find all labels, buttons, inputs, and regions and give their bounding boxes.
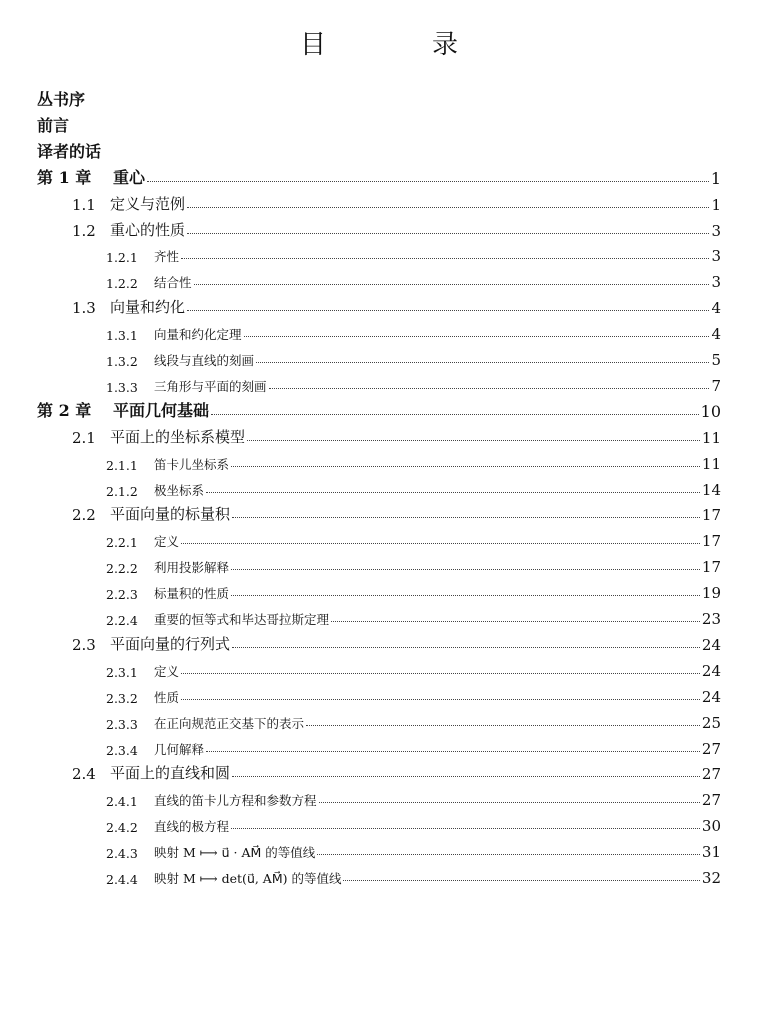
toc-entry-title: 齐性 <box>154 249 180 265</box>
toc-entry-page: 27 <box>701 765 721 784</box>
toc-leader-dots <box>206 751 700 752</box>
toc-entry-title: 向量和约化 <box>110 298 186 317</box>
toc-leader-dots <box>194 284 710 285</box>
toc-entry[interactable] <box>0 241 758 265</box>
toc-entry-title: 定义与范例 <box>110 194 186 213</box>
toc-entry-page: 27 <box>701 739 721 758</box>
toc-entry-page: 17 <box>701 532 721 551</box>
toc-entry-page: 3 <box>711 221 721 240</box>
toc-entry[interactable] <box>0 656 758 680</box>
toc-entry[interactable] <box>0 164 758 188</box>
toc-entry-page: 11 <box>701 454 721 473</box>
toc-entry-title: 定义 <box>154 663 180 679</box>
toc-entry-title: 映射 M ⟼ det(u⃗, AM⃗) 的等值线 <box>154 871 342 886</box>
toc-entry[interactable] <box>0 475 758 499</box>
toc-entry-number: 2.1 <box>72 428 96 447</box>
toc-entry-title: 直线的笛卡儿方程和参数方程 <box>154 793 317 809</box>
toc-leader-dots <box>181 543 700 544</box>
toc-entry[interactable] <box>0 837 758 861</box>
toc-entry[interactable] <box>0 449 758 473</box>
toc-entry-number: 1.2.1 <box>106 250 138 266</box>
toc-leader-dots <box>232 776 700 777</box>
toc-entry-page: 24 <box>701 635 721 654</box>
toc-entry[interactable] <box>0 371 758 395</box>
toc-leader-dots <box>317 854 700 855</box>
toc-entry-title: 重心 <box>113 167 146 187</box>
toc-entry-page: 24 <box>701 661 721 680</box>
toc-entry[interactable] <box>0 500 758 524</box>
toc-leader-dots <box>256 362 709 363</box>
toc-entry-title: 平面向量的标量积 <box>110 505 231 524</box>
toc-entry-title: 丛书序 <box>37 90 86 109</box>
toc-entry[interactable] <box>0 190 758 214</box>
toc-entry-number: 1.2 <box>72 221 96 240</box>
toc-entry-page: 1 <box>711 195 721 214</box>
toc-entry[interactable] <box>0 293 758 317</box>
toc-entry-title: 结合性 <box>154 275 192 291</box>
toc-entry[interactable] <box>0 216 758 240</box>
toc-leader-dots <box>187 233 709 234</box>
toc-entry-number: 2.4 <box>72 765 96 784</box>
toc-entry-number: 2.2.4 <box>106 613 138 628</box>
toc-entry-page: 17 <box>701 558 721 577</box>
toc-entry-title: 三角形与平面的刻画 <box>154 378 267 394</box>
toc-entry-number: 1.3 <box>72 299 96 318</box>
toc-leader-dots <box>206 492 700 493</box>
toc-leader-dots <box>231 466 700 467</box>
toc-leader-dots <box>181 699 700 700</box>
toc-entry-title: 标量积的性质 <box>154 586 230 602</box>
toc-entry-title: 笛卡儿坐标系 <box>154 456 230 472</box>
toc-entry-title: 重心的性质 <box>110 220 186 239</box>
toc-entry[interactable] <box>0 397 758 421</box>
toc-entry-number: 1.3.2 <box>106 354 138 369</box>
toc-entry[interactable] <box>0 552 758 576</box>
toc-entry-page: 5 <box>711 351 721 369</box>
toc-leader-dots <box>231 569 700 570</box>
toc-leader-dots <box>147 181 709 182</box>
toc-entry-title: 前言 <box>37 115 70 135</box>
toc-entry-number: 1.3.1 <box>106 328 138 344</box>
toc-entry[interactable] <box>0 345 758 369</box>
toc-entry-number: 1.3.3 <box>106 379 138 395</box>
toc-entry-page: 10 <box>700 401 721 421</box>
toc-entry-title: 利用投影解释 <box>154 560 230 576</box>
toc-entry-page: 4 <box>711 325 721 344</box>
toc-entry-page: 32 <box>701 869 721 887</box>
toc-entry-number: 2.4.4 <box>106 872 138 887</box>
toc-leader-dots <box>306 725 700 726</box>
toc-entry-title: 映射 M ⟼ u⃗ · AM⃗ 的等值线 <box>154 845 316 861</box>
toc-leader-dots <box>181 673 700 674</box>
toc-entry-number: 2.1.2 <box>106 483 138 499</box>
toc-entry-page: 11 <box>701 428 721 447</box>
toc-entry-number: 2.2.3 <box>106 587 138 603</box>
toc-entry-number: 2.2 <box>72 506 96 525</box>
toc-entry-number: 第 1 章 <box>37 167 92 187</box>
toc-leader-dots <box>187 207 709 208</box>
toc-entry-number: 2.2.2 <box>106 561 138 577</box>
toc-entry[interactable] <box>0 604 758 628</box>
toc-leader-dots <box>232 647 700 648</box>
toc-entry-title: 平面几何基础 <box>113 400 210 420</box>
toc-entry[interactable] <box>0 734 758 758</box>
toc-entry-page: 23 <box>701 610 721 628</box>
toc-entry-page: 24 <box>701 687 721 706</box>
toc-entry-number: 2.4.3 <box>106 846 138 862</box>
toc-leader-dots <box>231 828 700 829</box>
toc-entry-title: 平面上的坐标系模型 <box>110 427 246 446</box>
page-title: 目 录 <box>299 30 498 60</box>
toc-entry[interactable] <box>0 423 758 447</box>
toc-entry-title: 直线的极方程 <box>154 819 230 835</box>
toc-entry[interactable] <box>0 682 758 706</box>
toc-leader-dots <box>343 880 699 881</box>
toc-entry-number: 2.3.2 <box>106 690 138 706</box>
toc-entry-page: 19 <box>701 584 721 603</box>
toc-entry-number: 1.2.2 <box>106 276 138 292</box>
toc-entry-number: 第 2 章 <box>37 400 92 420</box>
toc-entry-page: 3 <box>711 273 721 292</box>
toc-entry-title: 定义 <box>154 534 180 550</box>
toc-entry-page: 3 <box>711 247 721 266</box>
toc-entry-number: 2.2.1 <box>106 535 138 551</box>
toc-entry[interactable] <box>0 630 758 654</box>
toc-entry-title: 重要的恒等式和毕达哥拉斯定理 <box>154 612 330 627</box>
toc-entry-number: 2.4.2 <box>106 820 138 836</box>
toc-entry-title: 译者的话 <box>37 141 102 161</box>
toc-entry-page: 30 <box>701 817 721 836</box>
toc-entry-title: 平面上的直线和圆 <box>110 764 231 783</box>
toc-leader-dots <box>231 595 700 596</box>
toc-entry[interactable] <box>0 86 758 110</box>
toc-leader-dots <box>247 440 700 441</box>
toc-entry-title: 极坐标系 <box>154 482 205 498</box>
toc-entry[interactable] <box>0 863 758 887</box>
toc-leader-dots <box>319 802 700 803</box>
toc-entry[interactable] <box>0 112 758 136</box>
toc-leader-dots <box>211 414 699 415</box>
toc-entry[interactable] <box>0 708 758 732</box>
toc-entry-page: 31 <box>701 843 721 862</box>
toc-leader-dots <box>181 258 709 259</box>
toc-entry[interactable] <box>0 526 758 550</box>
toc-leader-dots <box>244 336 710 337</box>
toc-entry[interactable] <box>0 319 758 343</box>
toc-entry-number: 2.3.1 <box>106 664 138 680</box>
toc-entry[interactable] <box>0 138 758 162</box>
toc-entry-title: 向量和约化定理 <box>154 327 242 343</box>
toc-entry-title: 线段与直线的刻画 <box>154 353 255 368</box>
toc-entry-number: 2.1.1 <box>106 457 138 473</box>
toc-leader-dots <box>331 621 700 622</box>
toc-entry-page: 14 <box>701 480 721 499</box>
toc-entry-number: 1.1 <box>72 195 96 214</box>
toc-entry-page: 27 <box>701 791 721 810</box>
toc-entry[interactable] <box>0 759 758 783</box>
toc-entry-number: 2.3 <box>72 635 96 654</box>
toc-entry-page: 4 <box>711 299 721 318</box>
toc-entry-title: 平面向量的行列式 <box>110 634 231 653</box>
toc-entry-page: 7 <box>711 376 721 395</box>
toc-entry-page: 1 <box>710 168 721 188</box>
toc-leader-dots <box>232 517 700 518</box>
toc-entry[interactable] <box>0 267 758 291</box>
toc-entry[interactable] <box>0 811 758 835</box>
toc-entry[interactable] <box>0 578 758 602</box>
toc-entry-page: 17 <box>701 506 721 525</box>
toc-leader-dots <box>269 388 710 389</box>
toc-entry-page: 25 <box>701 713 721 732</box>
toc-entry-title: 几何解释 <box>154 741 205 757</box>
toc-entry-title: 在正向规范正交基下的表示 <box>154 715 305 731</box>
toc-leader-dots <box>187 310 709 311</box>
toc-entry[interactable] <box>0 785 758 809</box>
toc-entry-number: 2.3.3 <box>106 716 138 732</box>
toc-entry-number: 2.3.4 <box>106 742 138 758</box>
toc-entry-number: 2.4.1 <box>106 794 138 810</box>
toc-entry-title: 性质 <box>154 689 180 705</box>
